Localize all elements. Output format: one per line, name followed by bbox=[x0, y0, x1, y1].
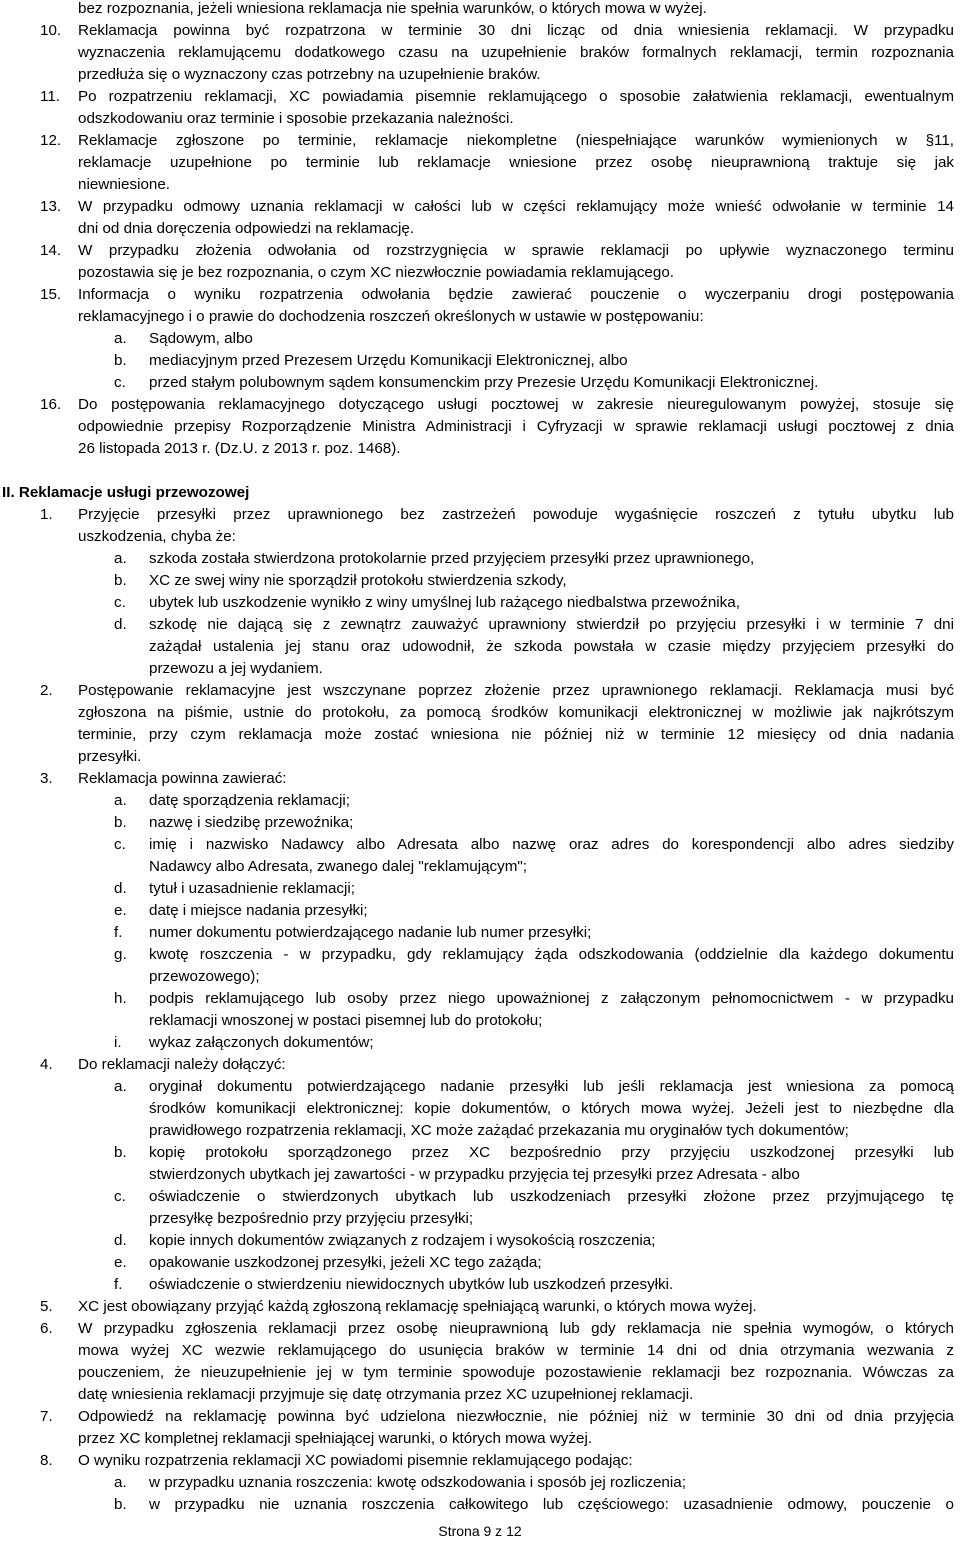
item-text-line: Odpowiedź na reklamację powinna być udzielona niezwłocznie, nie później niż w terminie 30 dni od dnia przyjęcia bbox=[78, 1408, 954, 1425]
item-number: 2. bbox=[40, 682, 53, 699]
item-text-line: niewniesione. bbox=[78, 176, 171, 193]
item-text-line: nazwę i siedzibę przewoźnika; bbox=[149, 814, 354, 831]
item-number: d. bbox=[114, 616, 127, 633]
item-number: 15. bbox=[40, 286, 62, 303]
item-text-line: pozostawia się je bez rozpoznania, o czym XC niezwłocznie powiadamia reklamującego. bbox=[78, 264, 674, 281]
item-text-line: kopie innych dokumentów związanych z rodzajem i wysokością roszczenia; bbox=[149, 1232, 656, 1249]
item-number: a. bbox=[114, 1474, 127, 1491]
item-text-line: stwierdzonych ubytkach jej zawartości - w przypadku przyjęcia tej przesyłki przez Adresata - albo bbox=[149, 1166, 800, 1183]
page-footer bbox=[0, 1521, 960, 1541]
item-text-line: reklamacji wnoszonej w postaci pisemnej lub do protokołu; bbox=[149, 1012, 543, 1029]
item-text-line: mowa wyżej XC wezwie reklamującego do usunięcia braków w terminie 14 dni od dnia otrzymania wezwania z bbox=[78, 1342, 954, 1359]
item-text-line: reklamacyjnego i o prawie do dochodzenia roszczeń określonych w ustawie w postępowaniu: bbox=[78, 308, 704, 325]
item-number: g. bbox=[114, 946, 127, 963]
item-number: h. bbox=[114, 990, 127, 1007]
item-text-line: przesyłkę bezpośrednio przy przyjęciu przesyłki; bbox=[149, 1210, 474, 1227]
item-text-line: pouczeniem, że nieuzupełnienie jej w tym terminie spowoduje pozostawienie reklamacji bez rozpoznania. Wówczas za bbox=[78, 1364, 954, 1381]
item-text-line: XC jest obowiązany przyjąć każdą zgłoszoną reklamację spełniającą warunki, o których mowa wyżej. bbox=[78, 1298, 757, 1315]
item-text-line: kwotę roszczenia - w przypadku, gdy reklamujący żąda odszkodowania (oddzielnie dla każdego dokumentu bbox=[149, 946, 954, 963]
item-text-line: oświadczenie o stwierdzonych ubytkach lub uszkodzeniach przesyłki złożone przez przyjmującego tę bbox=[149, 1188, 954, 1205]
item-text-line: wyznaczenia reklamującemu dodatkowego czasu na uzupełnienie braków formalnych reklamacji, termin rozpoznania bbox=[78, 44, 954, 61]
item-number: c. bbox=[114, 1188, 126, 1205]
item-number: 10. bbox=[40, 22, 62, 39]
item-text-line: Reklamacja powinna zawierać: bbox=[78, 770, 287, 787]
item-text-line: XC ze swej winy nie sporządził protokołu stwierdzenia szkody, bbox=[149, 572, 567, 589]
item-text-line: Sądowym, albo bbox=[149, 330, 253, 347]
item-number: 1. bbox=[40, 506, 53, 523]
item-number: c. bbox=[114, 374, 126, 391]
item-number: 11. bbox=[40, 88, 60, 105]
item-text-line: Informacja o wyniku rozpatrzenia odwołania będzie zawierać pouczenie o wyczerpaniu drogi postępowania bbox=[78, 286, 954, 303]
item-number: 8. bbox=[40, 1452, 53, 1469]
item-text-line: przesyłki. bbox=[78, 748, 142, 765]
item-number: c. bbox=[114, 836, 126, 853]
item-number: e. bbox=[114, 1254, 127, 1271]
item-text-line: oświadczenie o stwierdzeniu niewidocznych ubytków lub uszkodzeń przesyłki. bbox=[149, 1276, 674, 1293]
item-text-line: datę sporządzenia reklamacji; bbox=[149, 792, 350, 809]
item-number: i. bbox=[114, 1034, 122, 1051]
item-text-line: ubytek lub uszkodzenie wynikło z winy umyślnej lub rażącego niedbalstwa przewoźnika, bbox=[149, 594, 740, 611]
item-number: 7. bbox=[40, 1408, 53, 1425]
item-text-line: odszkodowaniu oraz terminie i sposobie przekazania należności. bbox=[78, 110, 514, 127]
item-number: a. bbox=[114, 330, 127, 347]
page-number-label: Strona 9 z 12 bbox=[438, 1523, 522, 1539]
item-text-line: w przypadku nie uznania roszczenia całkowitego lub częściowego: uzasadnienie odmowy, pouczenie o bbox=[149, 1496, 954, 1513]
item-text-line: Do reklamacji należy dołączyć: bbox=[78, 1056, 286, 1073]
item-number: b. bbox=[114, 814, 127, 831]
item-number: 13. bbox=[40, 198, 62, 215]
item-text-line: mediacyjnym przed Prezesem Urzędu Komunikacji Elektronicznej, albo bbox=[149, 352, 628, 369]
item-text-line: terminie, przy czym reklamacja może zostać wniesiona nie później niż w terminie 12 miesięcy od dnia nadania bbox=[78, 726, 954, 743]
item-number: 3. bbox=[40, 770, 53, 787]
item-number: 6. bbox=[40, 1320, 53, 1337]
item-text-line: O wyniku rozpatrzenia reklamacji XC powiadomi pisemnie reklamującego podając: bbox=[78, 1452, 633, 1469]
item-text-line: szkodę nie dającą się z zewnątrz zauważyć uprawniony stwierdził po przyjęciu przesyłki i w terminie 7 dni bbox=[149, 616, 954, 633]
item-number: 14. bbox=[40, 242, 62, 259]
item-text-line: W przypadku złożenia odwołania od rozstrzygnięcia w sprawie reklamacji po upływie wyznaczonego terminu bbox=[78, 242, 954, 259]
item-number: b. bbox=[114, 1144, 127, 1161]
item-number: a. bbox=[114, 1078, 127, 1095]
item-number: b. bbox=[114, 572, 127, 589]
item-number: a. bbox=[114, 792, 127, 809]
item-text-line: odpowiednie przepisy Rozporządzenie Ministra Administracji i Cyfryzacji w sprawie reklamacji usługi pocztowej z dnia bbox=[78, 418, 954, 435]
item-text-line: Po rozpatrzeniu reklamacji, XC powiadamia pisemnie reklamującego o sposobie załatwienia reklamacji, ewentualnym bbox=[78, 88, 954, 105]
item-text-line: środków komunikacji elektronicznej: kopie dokumentów, o których mowa wyżej. Jeżeli jest to niezbędne dla bbox=[149, 1100, 954, 1117]
section-title: II. Reklamacje usługi przewozowej bbox=[2, 484, 250, 501]
item-text-line: W przypadku zgłoszenia reklamacji przez osobę nieuprawnioną lub gdy reklamacja nie spełnia wymogów, o których bbox=[78, 1320, 954, 1337]
item-number: 5. bbox=[40, 1298, 53, 1315]
item-text-line: datę wniesienia reklamacji przyjmuje się datę otrzymania przez XC uzupełnionej reklamacji. bbox=[78, 1386, 694, 1403]
item-text-line: uszkodzenia, chyba że: bbox=[78, 528, 236, 545]
item-text-line: Do postępowania reklamacyjnego dotyczącego usługi pocztowej w zakresie nieuregulowanym powyżej, stosuje się bbox=[78, 396, 954, 413]
item-text-line: zgłoszona na piśmie, ustnie do protokołu, za pomocą środków komunikacji elektronicznej w możliwie jak najkrótszym bbox=[78, 704, 954, 721]
item-text-line: prawidłowego rozpatrzenia reklamacji, XC może zażądać przekazania mu oryginałów tych dokumentów; bbox=[149, 1122, 849, 1139]
item-text-line: numer dokumentu potwierdzającego nadanie lub numer przesyłki; bbox=[149, 924, 592, 941]
item-text-line: Nadawcy albo Adresata, zwanego dalej "reklamującym"; bbox=[149, 858, 528, 875]
item-text-line: dni od dnia doręczenia odpowiedzi na reklamację. bbox=[78, 220, 415, 237]
item-text-line: tytuł i uzasadnienie reklamacji; bbox=[149, 880, 355, 897]
item-number: 16. bbox=[40, 396, 62, 413]
item-text-line: szkoda została stwierdzona protokolarnie przed przyjęciem przesyłki przez uprawnionego, bbox=[149, 550, 755, 567]
item-text-line: podpis reklamującego lub osoby przez niego upoważnionej z załączonym pełnomocnictwem - w przypadku bbox=[149, 990, 954, 1007]
item-number: a. bbox=[114, 550, 127, 567]
item-number: e. bbox=[114, 902, 127, 919]
item-number: b. bbox=[114, 1496, 127, 1513]
item-text-line: Reklamacja powinna być rozpatrzona w terminie 30 dni licząc od dnia wniesienia reklamacji. W przypadku bbox=[78, 22, 954, 39]
item-text-line: opakowanie uszkodzonej przesyłki, jeżeli XC tego zażąda; bbox=[149, 1254, 542, 1271]
item-text-line: W przypadku odmowy uznania reklamacji w całości lub w części reklamujący może wnieść odwołanie w terminie 14 bbox=[78, 198, 954, 215]
item-text-line: Przyjęcie przesyłki przez uprawnionego bez zastrzeżeń powoduje wygaśnięcie roszczeń z tytułu ubytku lub bbox=[78, 506, 954, 523]
item-number: 4. bbox=[40, 1056, 53, 1073]
item-number: d. bbox=[114, 880, 127, 897]
item-text-line: datę i miejsce nadania przesyłki; bbox=[149, 902, 368, 919]
item-number: f. bbox=[114, 1276, 123, 1293]
item-number: d. bbox=[114, 1232, 127, 1249]
item-text-line: przewozowego); bbox=[149, 968, 260, 985]
item-number: f. bbox=[114, 924, 123, 941]
item-text-line: oryginał dokumentu potwierdzającego nadanie przesyłki lub jeśli reklamacja jest wniesiona za pomocą bbox=[149, 1078, 954, 1095]
item-number: 12. bbox=[40, 132, 62, 149]
item-text-line: przez XC kompletnej reklamacji spełniającej warunki, o których mowa wyżej. bbox=[78, 1430, 593, 1447]
item-text-line: w przypadku uznania roszczenia: kwotę odszkodowania i sposób jej rozliczenia; bbox=[149, 1474, 686, 1491]
item-text-line: Postępowanie reklamacyjne jest wszczynane poprzez złożenie przez uprawnionego reklamacji. Reklamacja musi być bbox=[78, 682, 954, 699]
item-text-line: przedłuża się o wyznaczony czas potrzebny na uzupełnienie braków. bbox=[78, 66, 541, 83]
item-text-line: imię i nazwisko Nadawcy albo Adresata albo nazwę oraz adres do korespondencji albo adres siedziby bbox=[149, 836, 954, 853]
item-text-line: przewozu a jej wydaniem. bbox=[149, 660, 323, 677]
item-text-line: przed stałym polubownym sądem konsumenckim przy Prezesie Urzędu Komunikacji Elektronicznej. bbox=[149, 374, 819, 391]
item-text-line: reklamacje uzupełnione po terminie lub reklamacje wniesione przez osobę nieuprawnioną traktuje się jak bbox=[78, 154, 954, 171]
item-text-line: 26 listopada 2013 r. (Dz.U. z 2013 r. poz. 1468). bbox=[78, 440, 401, 457]
item-text-line: bez rozpoznania, jeżeli wniesiona reklamacja nie spełnia warunków, o których mowa w wyżej. bbox=[78, 0, 707, 17]
item-text-line: zażądał ustalenia jej stanu oraz udowodnił, że szkoda powstała w czasie między przyjęciem przesyłki do bbox=[149, 638, 954, 655]
item-text-line: wykaz załączonych dokumentów; bbox=[149, 1034, 374, 1051]
item-text-line: kopię protokołu sporządzonego przez XC bezpośrednio przy przyjęciu uszkodzonej przesyłki lub bbox=[149, 1144, 954, 1161]
item-number: b. bbox=[114, 352, 127, 369]
item-text-line: Reklamacje zgłoszone po terminie, reklamacje niekompletne (niespełniające warunków wymienionych w §11, bbox=[78, 132, 954, 149]
item-number: c. bbox=[114, 594, 126, 611]
